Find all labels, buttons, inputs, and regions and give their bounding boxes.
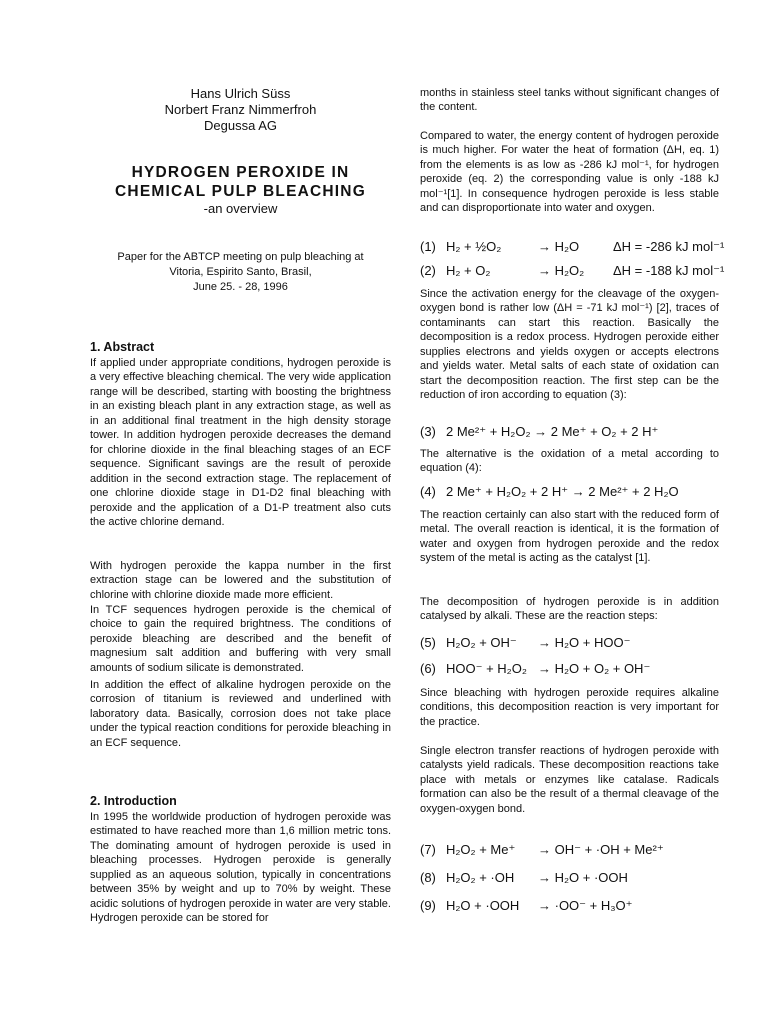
- eq-number: (6): [420, 661, 436, 676]
- eq-lhs: H₂O₂ + ·OH: [446, 870, 515, 885]
- equation-2: [420, 262, 725, 280]
- equation-6: [420, 660, 719, 678]
- eq-rhs: → H₂O + O₂ + OH⁻: [538, 661, 651, 676]
- eq-enthalpy: ΔH = -188 kJ mol⁻¹: [613, 263, 725, 278]
- venue-note: [90, 250, 391, 295]
- eq-expression: 2 Me⁺ + H₂O₂ + 2 H⁺ → 2 Me²⁺ + 2 H₂O: [446, 484, 679, 499]
- abstract-paragraph-1: If applied under appropriate conditions, hydrogen peroxide is a very effective bleaching chemical. The very wide application range will be described, starting with boosting the brightness in an existing bleach plant in any extraction stage, as well as in an additional final treatment in the high density storage tower. In addition hydrogen peroxide decreases the demand for chlorine dioxide in the final bleaching stages of an ECF sequence. Significant savings are the result of peroxide addition in the second extraction stage. The replacement of one chlorine dioxide stage in D1-D2 final bleaching with peroxide and the application of a D1-P treatment also cuts the active chlorine demand.: [90, 357, 391, 528]
- introduction-heading: 2. Introduction: [90, 794, 177, 808]
- introduction-paragraph: In 1995 the worldwide production of hydrogen peroxide was estimated to have reached more than 1,6 million metric tons. The dominating amount of hydrogen peroxide is used in bleaching processes. Hydrogen peroxide is generally supplied as an aqueous solution, typically in concentrations between 35% by weight and up to 70% by weight. These acidic solutions of hydrogen peroxide in water are very stable. Hydrogen peroxide can be stored for: [90, 811, 391, 925]
- eq-rhs: → H₂O₂: [538, 263, 585, 278]
- eq-lhs: H₂O₂ + Me⁺: [446, 842, 516, 857]
- eq-rhs: → ·OO⁻ + H₃O⁺: [538, 898, 633, 913]
- equation-9: [420, 897, 719, 915]
- paper-title: [90, 163, 391, 201]
- eq-lhs: HOO⁻ + H₂O₂: [446, 661, 527, 676]
- equation-4: [420, 483, 719, 501]
- paragraph-alkaline-conditions: Since bleaching with hydrogen peroxide requires alkaline conditions, this decomposition reaction is very important for the practice.: [420, 687, 719, 728]
- author-affiliation: Degussa AG: [204, 118, 277, 133]
- author-name-1: Hans Ulrich Süss: [190, 86, 291, 101]
- eq-expression: 2 Me²⁺ + H₂O₂ → 2 Me⁺ + O₂ + 2 H⁺: [446, 424, 659, 439]
- eq-rhs: → H₂O + HOO⁻: [538, 635, 631, 650]
- equation-8: [420, 869, 719, 887]
- eq-lhs: H₂ + ½O₂: [446, 239, 502, 254]
- paper-subtitle: -an overview: [203, 201, 278, 216]
- paragraph-alternative: The alternative is the oxidation of a metal according to equation (4):: [420, 448, 719, 475]
- venue-line-3: June 25. - 28, 1996: [193, 281, 288, 293]
- eq-number: (1): [420, 239, 436, 254]
- eq-number: (3): [420, 424, 436, 439]
- paragraph-energy: Compared to water, the energy content of hydrogen peroxide is much higher. For water the heat of formation (ΔH, eq. 1) from the elements is as low as -286 kJ mol⁻¹, for hydrogen peroxide (eq. 2) the corresponding value is only -188 kJ mol⁻¹[1]. In consequence hydrogen peroxide is less stable and can disproportionate into water and oxygen.: [420, 130, 719, 215]
- author-block: [90, 86, 391, 134]
- abstract-heading: 1. Abstract: [90, 340, 155, 354]
- venue-line-2: Vitoria, Espirito Santo, Brasil,: [169, 266, 312, 278]
- paragraph-alkali: The decomposition of hydrogen peroxide is in addition catalysed by alkali. These are the reaction steps:: [420, 596, 719, 623]
- equation-3: [420, 423, 719, 441]
- abstract-paragraph-3: In TCF sequences hydrogen peroxide is the chemical of choice to gain the required brightness. The conditions of peroxide bleaching are described and the benefit of magnesium salt addition and buffering with very small amounts of sodium silicate is demonstrated.: [90, 604, 391, 674]
- eq-lhs: H₂O₂ + OH⁻: [446, 635, 517, 650]
- eq-lhs: H₂O + ·OOH: [446, 898, 520, 913]
- eq-enthalpy: ΔH = -286 kJ mol⁻¹: [613, 239, 725, 254]
- equation-5: [420, 634, 719, 652]
- eq-number: (9): [420, 898, 436, 913]
- author-name-2: Norbert Franz Nimmerfroh: [164, 102, 317, 117]
- eq-number: (4): [420, 484, 436, 499]
- paragraph-storage: months in stainless steel tanks without significant changes of the content.: [420, 87, 719, 114]
- paragraph-radicals: Single electron transfer reactions of hydrogen peroxide with catalysts yield radicals. These decomposition reactions take place with metals or enzymes like catalase. Radicals formation can also be the result of a thermal cleavage of the oxygen-oxygen bond.: [420, 745, 719, 815]
- eq-number: (5): [420, 635, 436, 650]
- eq-rhs: → H₂O: [538, 239, 580, 254]
- eq-number: (7): [420, 842, 436, 857]
- venue-line-1: Paper for the ABTCP meeting on pulp bleaching at: [117, 251, 364, 263]
- paragraph-reduced-metal: The reaction certainly can also start with the reduced form of metal. The overall reaction is identical, it is the formation of water and oxygen from hydrogen peroxide and the redox system of the metal is acting as the catalyst [1].: [420, 509, 719, 565]
- eq-number: (2): [420, 263, 436, 278]
- equation-1: [420, 238, 725, 256]
- paragraph-activation: Since the activation energy for the cleavage of the oxygen-oxygen bond is rather low (ΔH = -71 kJ mol⁻¹) [2], traces of contaminants can start this reaction. Basically the decomposition is a redox process. Hydrogen peroxide either supplies electrons and yields oxygen or accepts electrons and yields water. Metal salts of each state of oxidation can start the decomposition reaction. The first step can be the reduction of iron according to equation (3):: [420, 288, 719, 402]
- title-line-1: HYDROGEN PEROXIDE IN: [131, 164, 350, 181]
- eq-lhs: H₂ + O₂: [446, 263, 491, 278]
- abstract-paragraph-2: With hydrogen peroxide the kappa number in the first extraction stage can be lowered and the substitution of chlorine with chlorine dioxide made more efficient.: [90, 560, 391, 601]
- eq-rhs: → OH⁻ + ·OH + Me²⁺: [538, 842, 664, 857]
- title-line-2: CHEMICAL PULP BLEACHING: [115, 183, 366, 200]
- eq-number: (8): [420, 870, 436, 885]
- eq-rhs: → H₂O + ·OOH: [538, 870, 628, 885]
- equation-7: [420, 841, 719, 859]
- abstract-paragraph-4: In addition the effect of alkaline hydrogen peroxide on the corrosion of titanium is reviewed and underlined with laboratory data. Basically, corrosion does not take place under the typical reaction conditions for peroxide bleaching in an ECF sequence.: [90, 679, 391, 749]
